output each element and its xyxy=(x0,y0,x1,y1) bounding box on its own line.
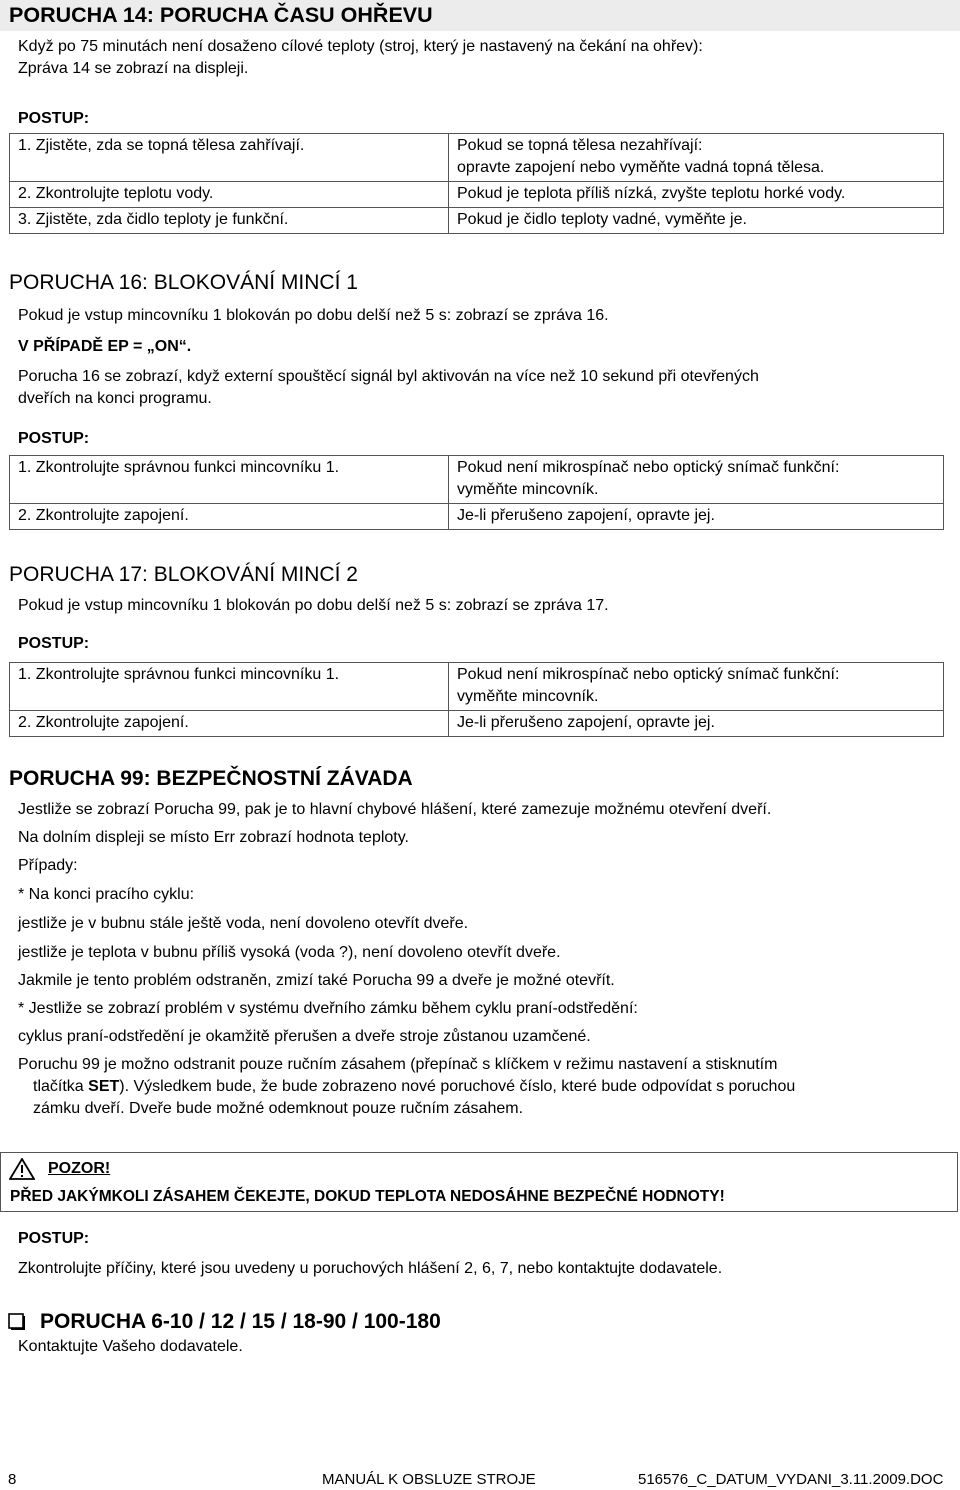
other-errors-title: PORUCHA 6-10 / 12 / 15 / 18-90 / 100-180 xyxy=(40,1310,441,1333)
step-cell: 3. Zjistěte, zda čidlo teploty je funkční. xyxy=(10,208,449,234)
intro-line: Pokud je vstup mincovníku 1 blokován po dobu delší než 5 s: zobrazí se zpráva 17. xyxy=(18,597,609,614)
action-cell xyxy=(449,134,944,182)
postup-label: POSTUP: xyxy=(18,635,90,652)
body-text: ). Výsledkem bude, že bude zobrazeno nové poruchové číslo, které bude odpovídat s poruchou xyxy=(119,1078,796,1095)
action-text: vyměňte mincovník. xyxy=(457,481,599,498)
warning-label: POZOR! xyxy=(48,1160,111,1177)
intro-line: Když po 75 minutách není dosaženo cílové teploty (stroj, který je nastavený na čekání na ohřev): xyxy=(18,38,703,55)
step-cell: 1. Zkontrolujte správnou funkci mincovníku 1. xyxy=(10,663,449,711)
body-line: zámku dveří. Dveře bude možné odemknout pouze ručním zásahem. xyxy=(33,1100,524,1117)
body-line: * Na konci pracího cyklu: xyxy=(18,886,195,903)
body-line: * Jestliže se zobrazí problém v systému dveřního zámku během cyklu praní-odstředění: xyxy=(18,1000,638,1017)
body-line: jestliže je teplota v bubnu příliš vysoká (voda ?), není dovoleno otevřít dveře. xyxy=(18,944,561,961)
section-99-title: PORUCHA 99: BEZPEČNOSTNÍ ZÁVADA xyxy=(9,767,413,790)
other-errors-text: Kontaktujte Vašeho dodavatele. xyxy=(18,1338,243,1355)
instruction-line: Zkontrolujte příčiny, které jsou uvedeny u poruchových hlášení 2, 6, 7, nebo kontaktujte dodavatele. xyxy=(18,1260,723,1277)
desc-line: Porucha 16 se zobrazí, když externí spouštěcí signál byl aktivován na více než 10 sekund při otevřených xyxy=(18,368,759,385)
steps-table xyxy=(9,662,944,737)
step-cell: 2. Zkontrolujte teplotu vody. xyxy=(10,182,449,208)
body-line: Poruchu 99 je možno odstranit pouze ručním zásahem (přepínač s klíčkem v režimu nastavení a stisknutím xyxy=(18,1056,778,1073)
action-cell: Je-li přerušeno zapojení, opravte jej. xyxy=(449,504,944,530)
warning-triangle-icon xyxy=(9,1158,35,1180)
body-line xyxy=(33,1076,795,1098)
body-line: Případy: xyxy=(18,857,78,874)
action-text: opravte zapojení nebo vyměňte vadná topná tělesa. xyxy=(457,159,825,176)
body-text: tlačítka xyxy=(33,1078,89,1095)
checkbox-bullet-icon xyxy=(8,1313,25,1330)
table-row xyxy=(10,208,944,234)
body-line: Na dolním displeji se místo Err zobrazí hodnota teploty. xyxy=(18,829,409,846)
table-row xyxy=(10,134,944,182)
section-title: PORUCHA 14: PORUCHA ČASU OHŘEVU xyxy=(0,0,960,31)
step-cell: 2. Zkontrolujte zapojení. xyxy=(10,504,449,530)
section-17-title: PORUCHA 17: BLOKOVÁNÍ MINCÍ 2 xyxy=(9,563,358,586)
action-cell xyxy=(449,456,944,504)
body-line: Jakmile je tento problém odstraněn, zmizí také Porucha 99 a dveře je možné otevřít. xyxy=(18,972,615,989)
action-text: Pokud není mikrospínač nebo optický snímač funkční: xyxy=(457,666,840,683)
set-key-label: SET xyxy=(88,1078,120,1095)
action-cell: Pokud je teplota příliš nízká, zvyšte teplotu horké vody. xyxy=(449,182,944,208)
action-cell: Je-li přerušeno zapojení, opravte jej. xyxy=(449,711,944,737)
action-text: Pokud se topná tělesa nezahřívají: xyxy=(457,137,703,154)
steps-table xyxy=(9,133,944,234)
action-text: Pokud není mikrospínač nebo optický snímač funkční: xyxy=(457,459,840,476)
intro-line: Zpráva 14 se zobrazí na displeji. xyxy=(18,60,249,77)
table-row xyxy=(10,504,944,530)
table-row xyxy=(10,663,944,711)
body-line: cyklus praní-odstředění je okamžitě přerušen a dveře stroje zůstanou uzamčené. xyxy=(18,1028,591,1045)
action-cell: Pokud je čidlo teploty vadné, vyměňte je. xyxy=(449,208,944,234)
postup-label: POSTUP: xyxy=(18,1230,90,1247)
section-16-title: PORUCHA 16: BLOKOVÁNÍ MINCÍ 1 xyxy=(9,271,358,294)
desc-line: dveřích na konci programu. xyxy=(18,390,212,407)
postup-label: POSTUP: xyxy=(18,430,90,447)
action-cell xyxy=(449,663,944,711)
case-line: V PŘÍPADĚ EP = „ON“. xyxy=(18,338,192,355)
action-text: vyměňte mincovník. xyxy=(457,688,599,705)
body-line: jestliže je v bubnu stále ještě voda, není dovoleno otevřít dveře. xyxy=(18,915,469,932)
page-number: 8 xyxy=(8,1471,17,1488)
step-cell: 1. Zjistěte, zda se topná tělesa zahřívají. xyxy=(10,134,449,182)
warning-text: PŘED JAKÝMKOLI ZÁSAHEM ČEKEJTE, DOKUD TEPLOTA NEDOSÁHNE BEZPEČNÉ HODNOTY! xyxy=(10,1188,725,1205)
intro-line: Pokud je vstup mincovníku 1 blokován po dobu delší než 5 s: zobrazí se zpráva 16. xyxy=(18,307,609,324)
steps-table xyxy=(9,455,944,530)
table-row xyxy=(10,711,944,737)
section-14 xyxy=(0,0,960,31)
footer-manual: MANUÁL K OBSLUZE STROJE xyxy=(322,1471,536,1488)
table-row xyxy=(10,182,944,208)
step-cell: 1. Zkontrolujte správnou funkci mincovníku 1. xyxy=(10,456,449,504)
footer-docname: 516576_C_DATUM_VYDANI_3.11.2009.DOC xyxy=(638,1471,944,1488)
step-cell: 2. Zkontrolujte zapojení. xyxy=(10,711,449,737)
body-line: Jestliže se zobrazí Porucha 99, pak je to hlavní chybové hlášení, které zamezuje možnému otevření dveří. xyxy=(18,801,772,818)
table-row xyxy=(10,456,944,504)
postup-label: POSTUP: xyxy=(18,110,90,127)
